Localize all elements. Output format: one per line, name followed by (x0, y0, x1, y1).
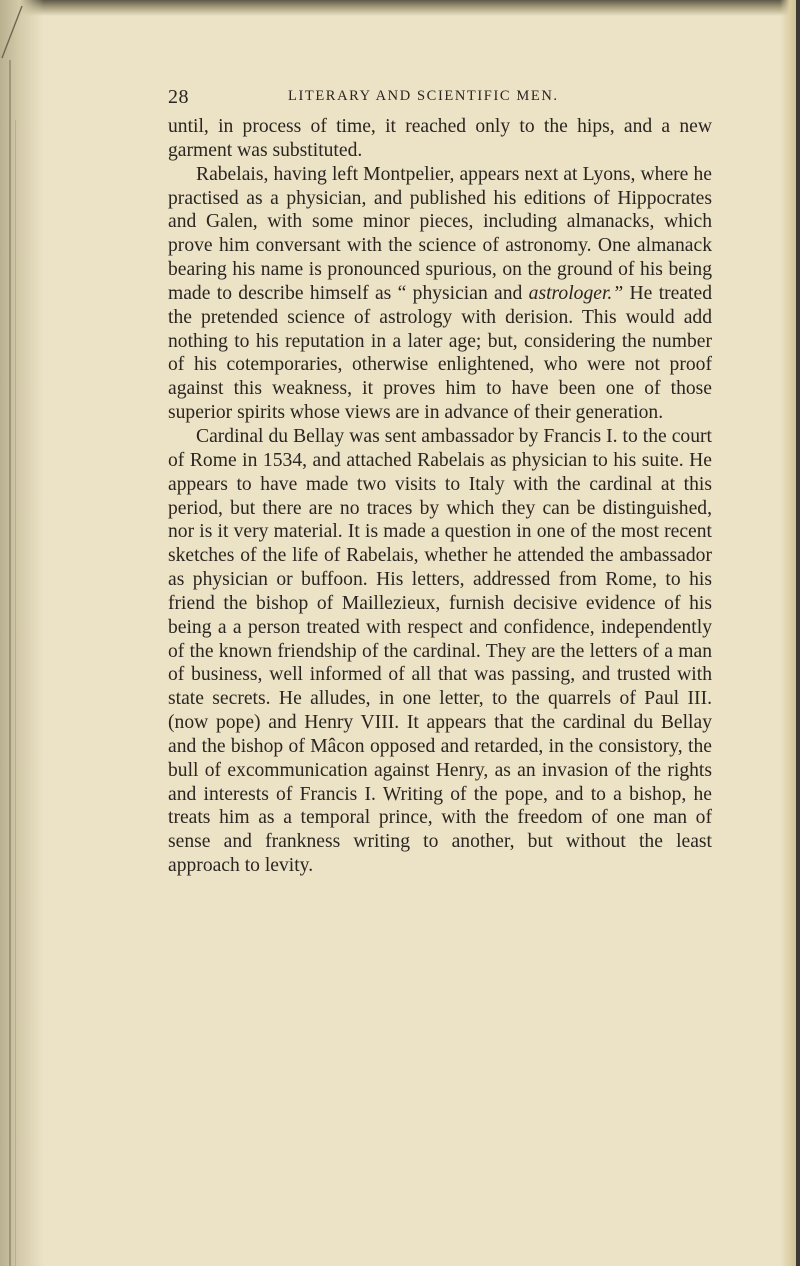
paragraph-cardinal-du-bellay: Cardinal du Bellay was sent ambassador by Francis I. to the court of Rome in 1534, and attached Rabelais as physician to his suite. He appears to have made two visits to Italy with the cardinal at this period, but there are no traces by which they can be distinguished, nor is it very material. It is made a question in one of the most recent sketches of the life of Rabelais, whether he attended the ambassador as physician or buffoon. His letters, addressed from Rome, to his friend the bishop of Maillezieux, furnish decisive evidence of his being a a person treated with respect and confidence, independently of the known friendship of the cardinal. They are the letters of a man of business, well informed of all that was passing, and trusted with state secrets. He alludes, in one letter, to the quarrels of Paul III. (now pope) and Henry VIII. It appears that the cardinal du Bellay and the bishop of Mâcon opposed and retarded, in the consistory, the bull of excommunication against Henry, as an invasion of the rights and interests of Francis I. Writing of the pope, and to a bishop, he treats him as a temporal prince, with the freedom of one man of sense and frankness writing to another, but without the least approach to levity. (168, 425, 712, 877)
paragraph-continued: until, in process of time, it reached only to the hips, and a new garment was substituted. (168, 116, 712, 161)
running-head (168, 86, 712, 114)
body-text (168, 115, 712, 878)
paragraph-text: Rabelais, having left Montpelier, appears next at Lyons, where he practised as a physician, and published his editions of Hippocrates and Galen, with some minor pieces, including almanacks, which prove him conversant with the science of astronomy. One almanack bearing his name is pronounced spurious, on the ground of his being made to describe himself as “ physician and (168, 163, 712, 304)
running-title: LITERARY AND SCIENTIFIC MEN. (288, 88, 559, 104)
paragraph-rabelais-lyons (168, 163, 712, 425)
italic-astrologer: astrologer.” (528, 282, 624, 304)
page-number: 28 (168, 86, 189, 108)
paragraph-text: He treated the pretended science of astrology with derision. This would add nothing to his reputation in a later age; but, considering the number of his cotemporaries, otherwise enlightened, who were not proof against this weakness, it proves him to have been one of those superior spirits whose views are in advance of their generation. (168, 282, 712, 424)
